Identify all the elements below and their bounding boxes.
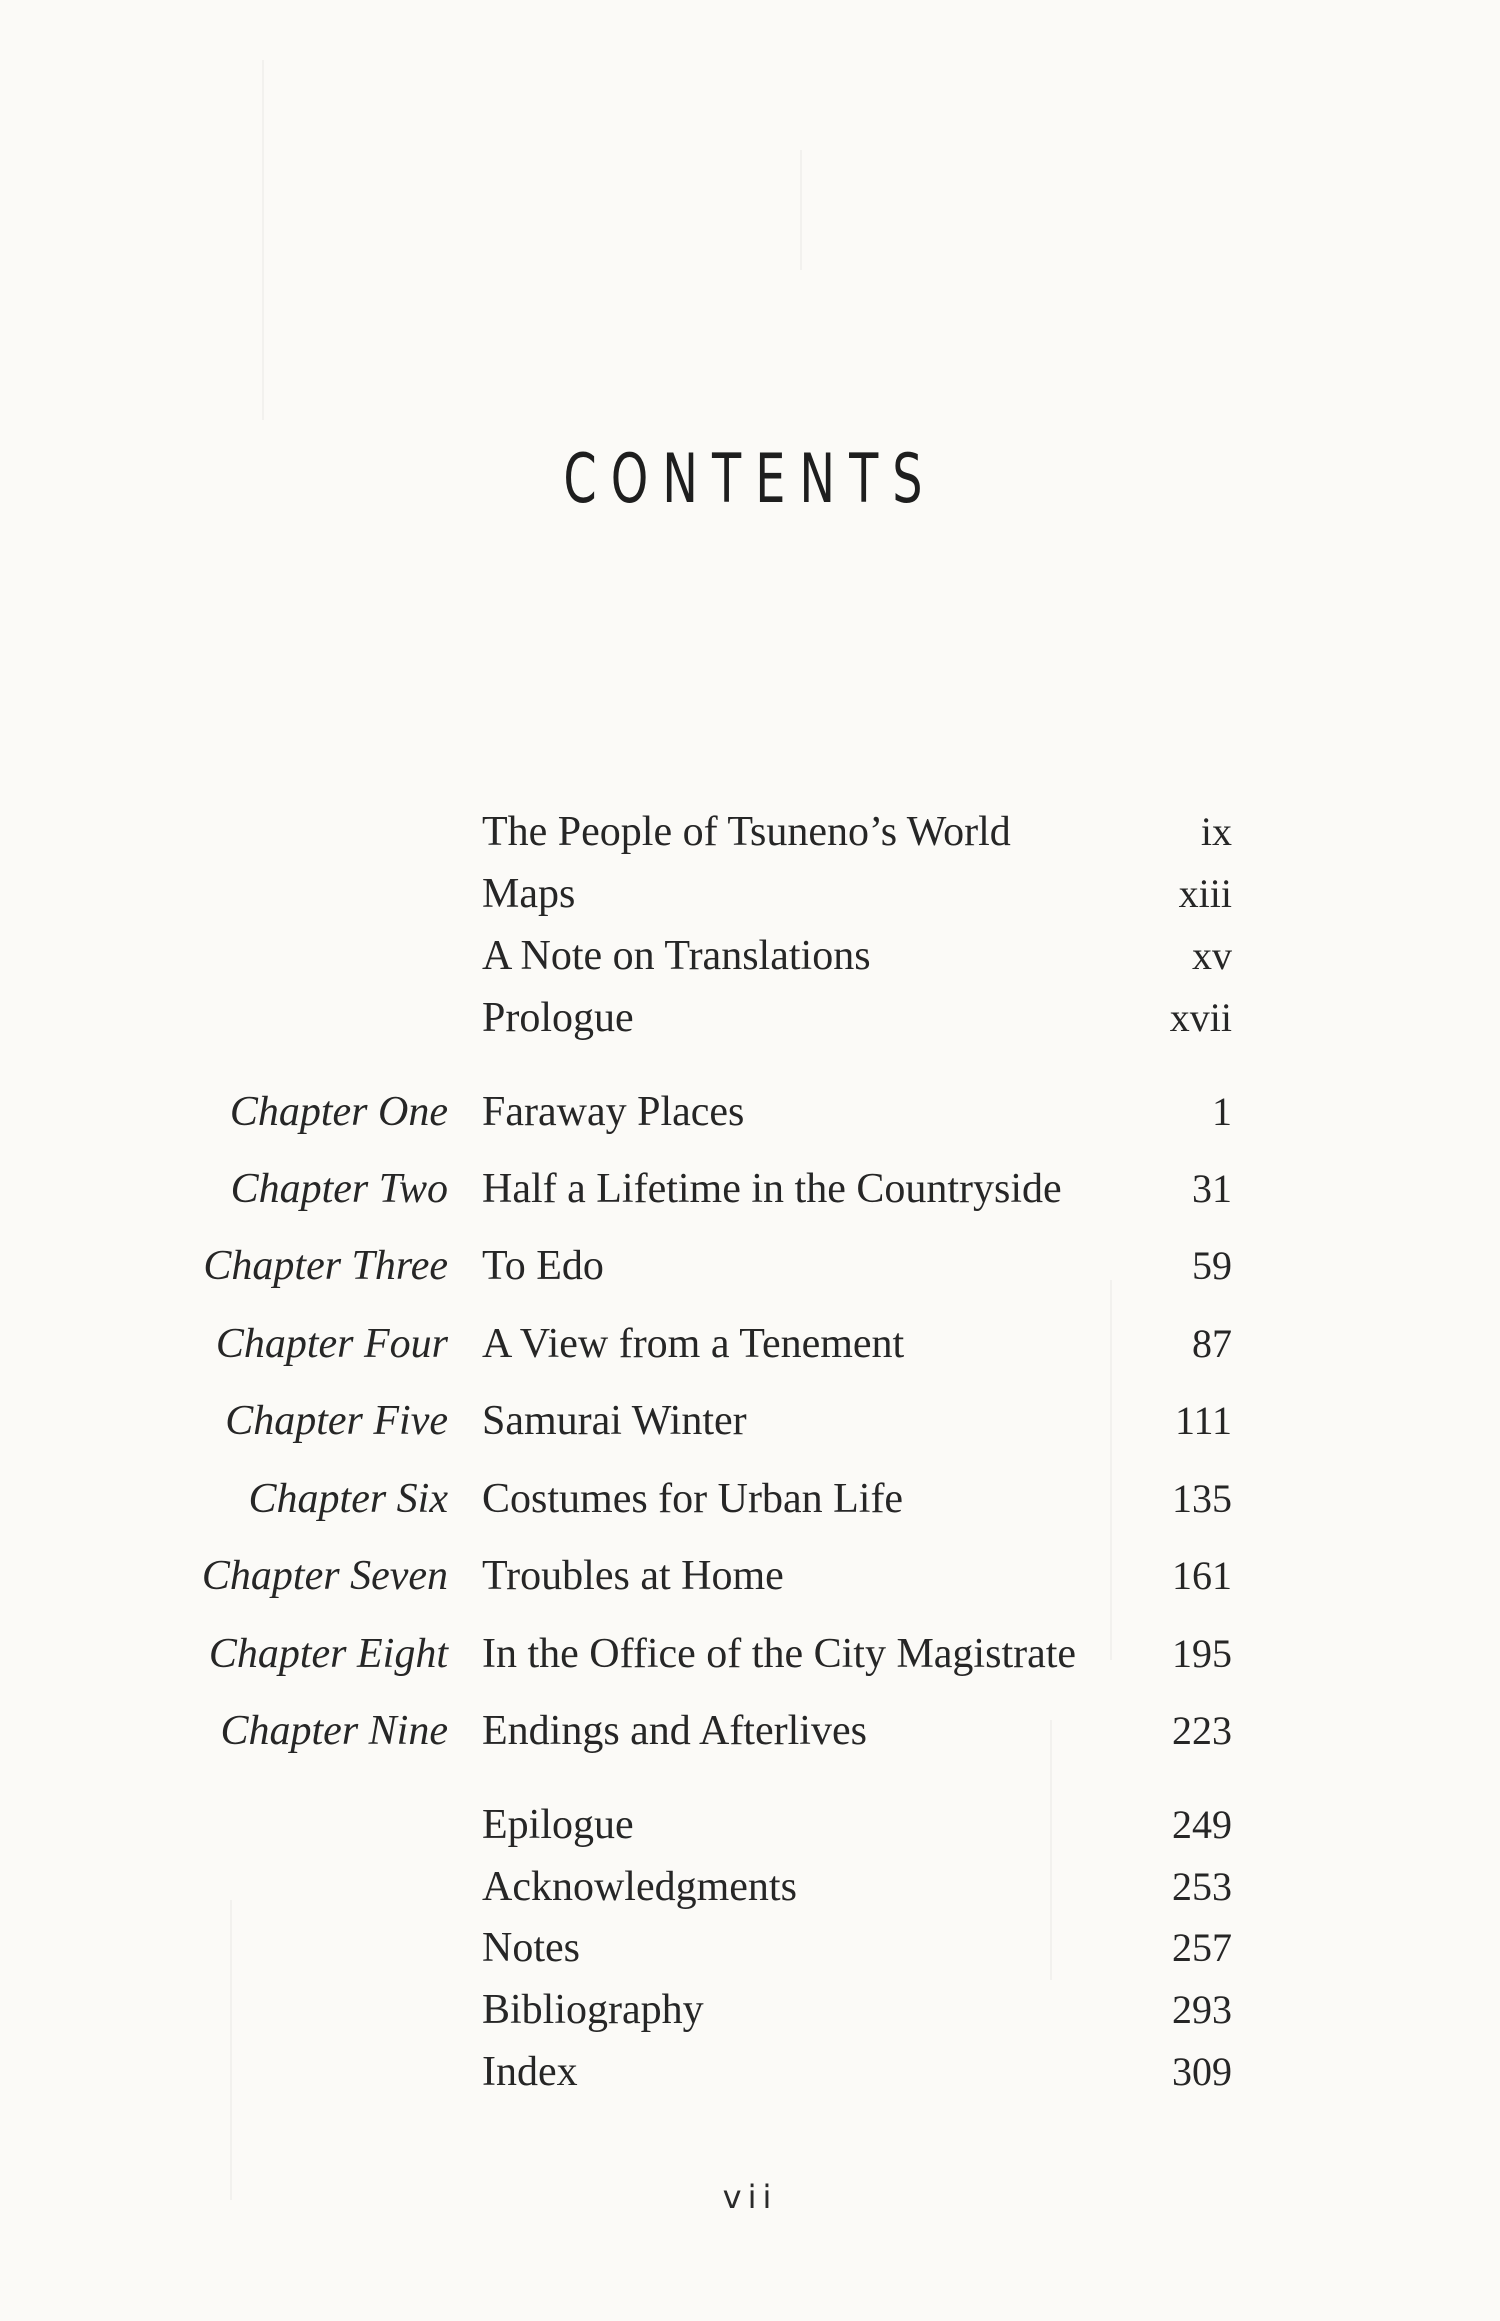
chapter-label: Chapter Eight [208,1631,448,1677]
chapter-label: Chapter Nine [220,1708,448,1754]
toc-entry-page: 293 [1172,1987,1232,2032]
chapter-title: In the Office of the City Magistrate [482,1631,1077,1677]
chapter-page: 195 [1172,1631,1232,1676]
scan-artifact [262,60,264,420]
chapter-page: 223 [1172,1708,1232,1753]
toc-chapter-entry[interactable] [0,1630,1500,1690]
chapter-label: Chapter Two [230,1166,448,1212]
toc-entry-page: 309 [1172,2049,1232,2094]
toc-entry-page: 253 [1172,1864,1232,1909]
toc-entry[interactable] [0,1924,1500,1984]
chapter-label: Chapter One [229,1089,448,1135]
toc-chapter-entry[interactable] [0,1320,1500,1380]
chapter-page: 135 [1172,1476,1232,1521]
chapter-title: Half a Lifetime in the Countryside [482,1166,1062,1212]
toc-entry[interactable] [0,1801,1500,1861]
chapter-page: 31 [1192,1166,1232,1211]
toc-chapter-entry[interactable] [0,1552,1500,1612]
toc-entry-page: xv [1192,933,1232,978]
chapter-title: Endings and Afterlives [482,1708,867,1754]
chapter-label: Chapter Three [203,1243,448,1289]
toc-entry-title: The People of Tsuneno’s World [482,809,1011,855]
toc-entry[interactable] [0,1863,1500,1923]
chapter-label: Chapter Five [225,1398,448,1444]
toc-chapter-entry[interactable] [0,1242,1500,1302]
toc-entry-page: 257 [1172,1925,1232,1970]
toc-entry[interactable] [0,2048,1500,2108]
toc-entry-page: 249 [1172,1802,1232,1847]
toc-entry-title: Notes [482,1925,580,1971]
toc-entry[interactable] [0,1986,1500,2046]
chapter-page: 161 [1172,1553,1232,1598]
toc-entry-title: Maps [482,871,576,917]
chapter-title: Troubles at Home [482,1553,784,1599]
page-number: vii [722,2178,778,2216]
chapter-page: 59 [1192,1243,1232,1288]
toc-entry-title: Bibliography [482,1987,704,2033]
toc-entry-page: xvii [1169,995,1232,1040]
toc-entry-page: ix [1200,809,1232,854]
toc-chapter-entry[interactable] [0,1475,1500,1535]
toc-entry[interactable] [0,932,1500,992]
chapter-page: 1 [1212,1089,1232,1134]
toc-entry-title: Index [482,2049,578,2095]
toc-chapter-entry[interactable] [0,1397,1500,1457]
chapter-label: Chapter Four [215,1321,448,1367]
toc-entry[interactable] [0,870,1500,930]
chapter-page: 111 [1174,1398,1232,1443]
toc-entry-title: Epilogue [482,1802,634,1848]
chapter-label: Chapter Seven [201,1553,448,1599]
toc-entry-title: Acknowledgments [482,1864,797,1910]
toc-entry-page: xiii [1178,871,1232,916]
chapter-title: Samurai Winter [482,1398,747,1444]
chapter-title: Costumes for Urban Life [482,1476,904,1522]
toc-entry-title: Prologue [482,995,634,1041]
chapter-label: Chapter Six [248,1476,448,1522]
toc-entry[interactable] [0,808,1500,868]
toc-chapter-entry[interactable] [0,1707,1500,1767]
toc-entry-title: A Note on Translations [482,933,871,979]
toc-chapter-entry[interactable] [0,1165,1500,1225]
toc-entry[interactable] [0,994,1500,1054]
chapter-title: To Edo [482,1243,604,1289]
scan-artifact [800,150,802,270]
chapter-page: 87 [1192,1321,1232,1366]
chapter-title: Faraway Places [482,1089,745,1135]
toc-chapter-entry[interactable] [0,1088,1500,1148]
chapter-title: A View from a Tenement [482,1321,905,1367]
page-title: CONTENTS [563,440,937,519]
